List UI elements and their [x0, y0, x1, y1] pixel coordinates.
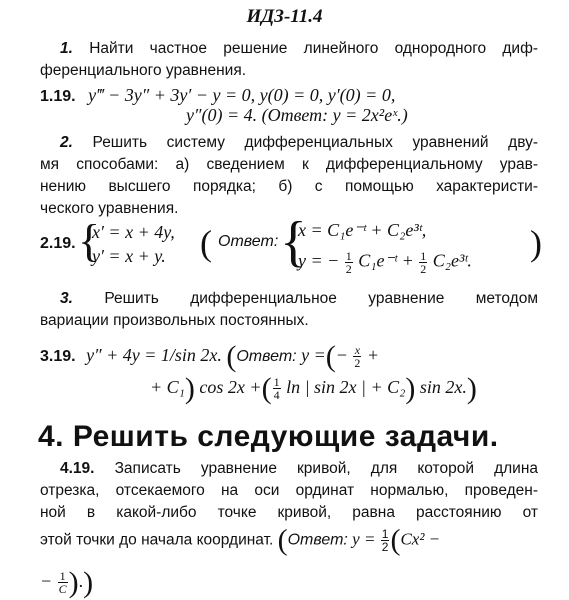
answer-close-paren-3: ) [466, 372, 477, 405]
problem-2-19-number-wrap [40, 232, 76, 253]
task4-answer-label: Ответ: [287, 531, 348, 549]
problem-4-19-number: 4.19. [60, 460, 95, 477]
problem-3-19-line2 [150, 372, 477, 406]
half-num: 1 [381, 527, 389, 541]
answer-eq-2-part-b: C₁e⁻ᵗ + [358, 250, 414, 271]
inner-close-paren-4: ) [68, 566, 79, 599]
one-over-c-num: 1 [58, 570, 68, 583]
problem-3-19-number: 3.19. [40, 348, 76, 365]
fraction-one-half-b [419, 250, 427, 275]
answer-close-paren-4: ) [83, 566, 94, 599]
task4-answer-y: y = [352, 529, 376, 549]
task1-text-2: ференциального уравнения. [40, 62, 247, 79]
one-over-c-den: C [58, 582, 67, 597]
problem-1-19-number: 1.19. [40, 88, 76, 105]
quarter-num: 1 [273, 375, 280, 390]
task4-minus: − [40, 571, 53, 591]
task3-text-1: Решить дифференциальное уравнение методом [104, 290, 539, 307]
section-heading-4: 4. Решить следующие задачи. [38, 420, 499, 453]
task3-number: 3. [60, 290, 73, 307]
system-eq-1-text: x′ = x + 4y, [92, 222, 175, 242]
page-title: ИДЗ-11.4 [246, 6, 323, 27]
task3-c1: + C₁ [150, 377, 185, 397]
task3-cos: cos 2x + [199, 377, 262, 397]
fraction-one-half-4 [381, 528, 390, 553]
task3-ln: ln | sin 2x | + C₂ [286, 377, 406, 397]
task3-sin: sin 2x. [419, 377, 467, 397]
task1-number: 1. [60, 40, 73, 57]
task4-text-4: этой точки до начала координат. [40, 531, 274, 549]
fraction-one-half-a [345, 250, 353, 275]
task4-cx2: Cx² − [400, 529, 441, 549]
task4-line1 [60, 458, 538, 480]
task2-answer-label: Ответ: [218, 233, 279, 250]
fraction-one-quarter [273, 376, 281, 401]
task3-answer-y: y = [301, 345, 326, 365]
task4-text-2: отрезка, отсекаемого на оси ординат нормалью, проведен- [40, 482, 538, 499]
problem-3-19 [40, 340, 379, 374]
answer-eq-2 [298, 250, 472, 275]
task3-minus: − [335, 345, 348, 365]
fraction-den: 2 [345, 262, 352, 276]
answer-open-paren-3: ( [226, 340, 237, 373]
task3-text-2: вариации произвольных постоянных. [40, 312, 309, 329]
task2-text-2: мя способами: а) сведением к дифференциальному урав- [40, 156, 538, 173]
task2-line1 [60, 132, 538, 154]
problem-1-19-line2 [186, 105, 408, 126]
task2-text-1: Решить систему дифференциальных уравнений дву- [92, 134, 538, 151]
problem-1-19-answer: y″(0) = 4. (Ответ: y = 2x²eˣ.) [186, 105, 408, 125]
task4-text-1: Записать уравнение кривой, для которой длина [114, 460, 538, 477]
fraction-2: 2 [354, 356, 361, 371]
system-eq-2-text: y′ = x + y. [92, 246, 166, 266]
task3-plus: + [366, 345, 380, 365]
system-eq-2 [92, 246, 166, 267]
task1-text-1: Найти частное решение линейного однородного диф- [89, 40, 539, 57]
inner-open-paren-3: ( [325, 340, 336, 373]
answer-close-paren: ) [530, 223, 542, 263]
fraction-x: x [354, 343, 361, 358]
inner-close-paren-3: ) [184, 372, 195, 405]
problem-3-19-equation: y″ + 4y = 1/sin 2x. [86, 345, 222, 365]
answer-eq-1 [298, 220, 426, 241]
system-brace: { [78, 215, 101, 266]
ln-open-paren: ( [261, 372, 272, 405]
problem-1-19 [40, 85, 395, 106]
task2-number: 2. [60, 134, 73, 151]
problem-1-19-equation: y‴ − 3y″ + 3y′ − y = 0, y(0) = 0, y′(0) = 0, [88, 85, 396, 105]
inner-open-paren-4: ( [390, 523, 401, 557]
task2-text-3: нению высшего порядка; б) с помощью характеристи- [40, 178, 538, 195]
problem-2-19-number: 2.19. [40, 235, 76, 252]
half-den: 2 [381, 540, 389, 554]
quarter-den: 4 [273, 388, 280, 403]
task3-answer-label: Ответ: [236, 348, 297, 365]
fraction-num: 1 [345, 249, 352, 263]
fraction-den-2: 2 [420, 262, 427, 276]
answer-open-paren-4: ( [277, 523, 288, 557]
task4-answer-line2 [40, 566, 93, 600]
task4-line4 [40, 523, 441, 557]
task4-period: . [78, 571, 84, 591]
answer-eq-2-part-a: y = − [298, 250, 340, 271]
fraction-x-over-2 [353, 344, 361, 369]
task3-line1 [60, 288, 538, 310]
task1-line1 [60, 38, 538, 60]
fraction-num-2: 1 [420, 249, 427, 263]
task4-text-3: ной в какой-либо точке кривой, равна расстоянию от [40, 504, 538, 521]
task2-text-4: ческого уравнения. [40, 200, 179, 217]
ln-close-paren: ) [405, 372, 416, 405]
system-eq-1 [92, 222, 175, 243]
fraction-one-over-c [58, 570, 68, 595]
answer-brace: { [280, 211, 307, 273]
answer-eq-1-text: x = C₁e⁻ᵗ + C₂e³ᵗ, [298, 220, 427, 240]
answer-open-paren: ( [200, 223, 212, 263]
answer-eq-2-part-c: C₂e³ᵗ. [432, 250, 472, 271]
